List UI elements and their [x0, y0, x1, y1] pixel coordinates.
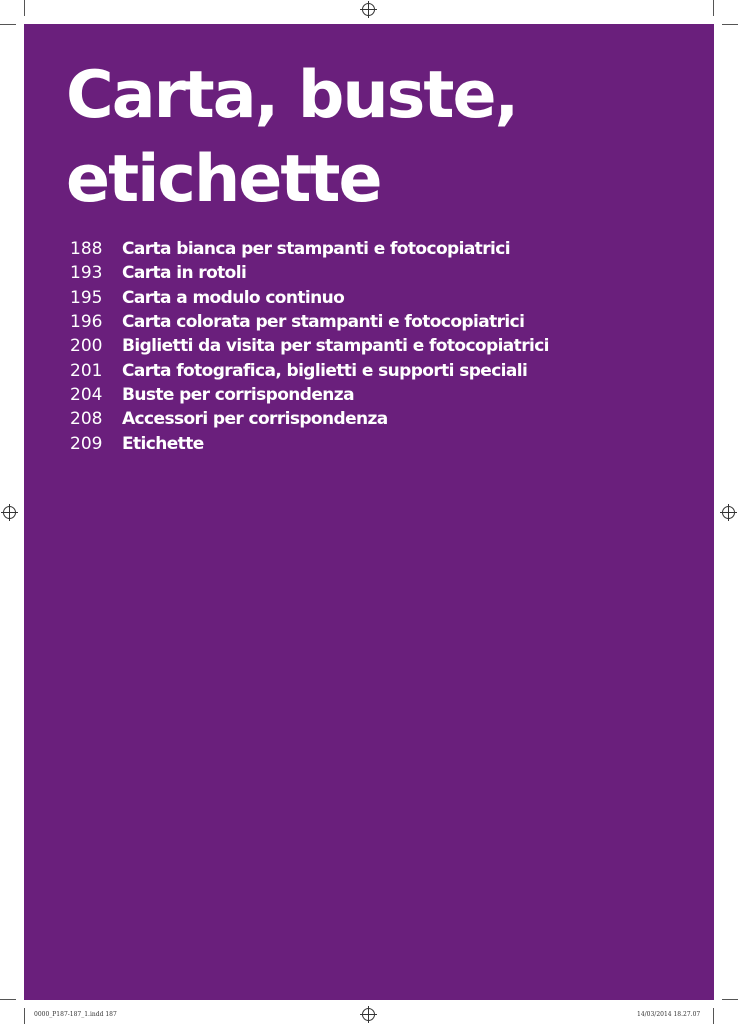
toc-label: Carta in rotoli: [122, 263, 247, 284]
crop-mark: [24, 0, 25, 16]
toc-label: Carta colorata per stampanti e fotocopiatrici: [122, 312, 525, 333]
toc-label: Carta a modulo continuo: [122, 287, 345, 308]
registration-mark-icon: [362, 1008, 375, 1021]
title-line: etichette: [66, 142, 381, 217]
toc-page-number: 193: [70, 263, 103, 284]
slug-timestamp: 14/03/2014 18.27.07: [637, 1011, 701, 1018]
toc-label: Carta fotografica, biglietti e supporti speciali: [122, 360, 528, 381]
registration-mark-icon: [3, 506, 16, 519]
page-title: [66, 54, 517, 222]
toc-label: Buste per corrispondenza: [122, 384, 354, 405]
crop-mark: [722, 24, 738, 25]
table-of-contents: [70, 237, 549, 456]
toc-page-number: 209: [70, 433, 103, 454]
toc-label: Accessori per corrispondenza: [122, 409, 388, 430]
toc-page-number: 204: [70, 384, 103, 405]
toc-item[interactable]: [70, 237, 549, 261]
toc-item[interactable]: [70, 358, 549, 382]
slug-file-info: 0000_P187-187_1.indd 187: [34, 1011, 117, 1018]
toc-page-number: 195: [70, 287, 103, 308]
registration-mark-icon: [722, 506, 735, 519]
toc-item[interactable]: [70, 431, 549, 455]
registration-mark-icon: [362, 3, 375, 16]
crop-mark: [0, 999, 16, 1000]
toc-item[interactable]: [70, 310, 549, 334]
title-line: Carta, buste,: [66, 58, 518, 133]
crop-mark: [713, 1008, 714, 1024]
crop-mark: [24, 1008, 25, 1024]
toc-page-number: 208: [70, 409, 103, 430]
crop-mark: [722, 999, 738, 1000]
toc-page-number: 200: [70, 336, 103, 357]
toc-page-number: 201: [70, 360, 103, 381]
toc-label: Etichette: [122, 433, 204, 454]
toc-item[interactable]: [70, 334, 549, 358]
toc-label: Carta bianca per stampanti e fotocopiatrici: [122, 239, 510, 260]
toc-item[interactable]: [70, 261, 549, 285]
crop-mark: [713, 0, 714, 16]
toc-label: Biglietti da visita per stampanti e fotocopiatrici: [122, 336, 549, 357]
toc-item[interactable]: [70, 286, 549, 310]
toc-page-number: 188: [70, 239, 103, 260]
toc-item[interactable]: [70, 383, 549, 407]
crop-mark: [0, 24, 16, 25]
toc-item[interactable]: [70, 407, 549, 431]
toc-page-number: 196: [70, 312, 103, 333]
